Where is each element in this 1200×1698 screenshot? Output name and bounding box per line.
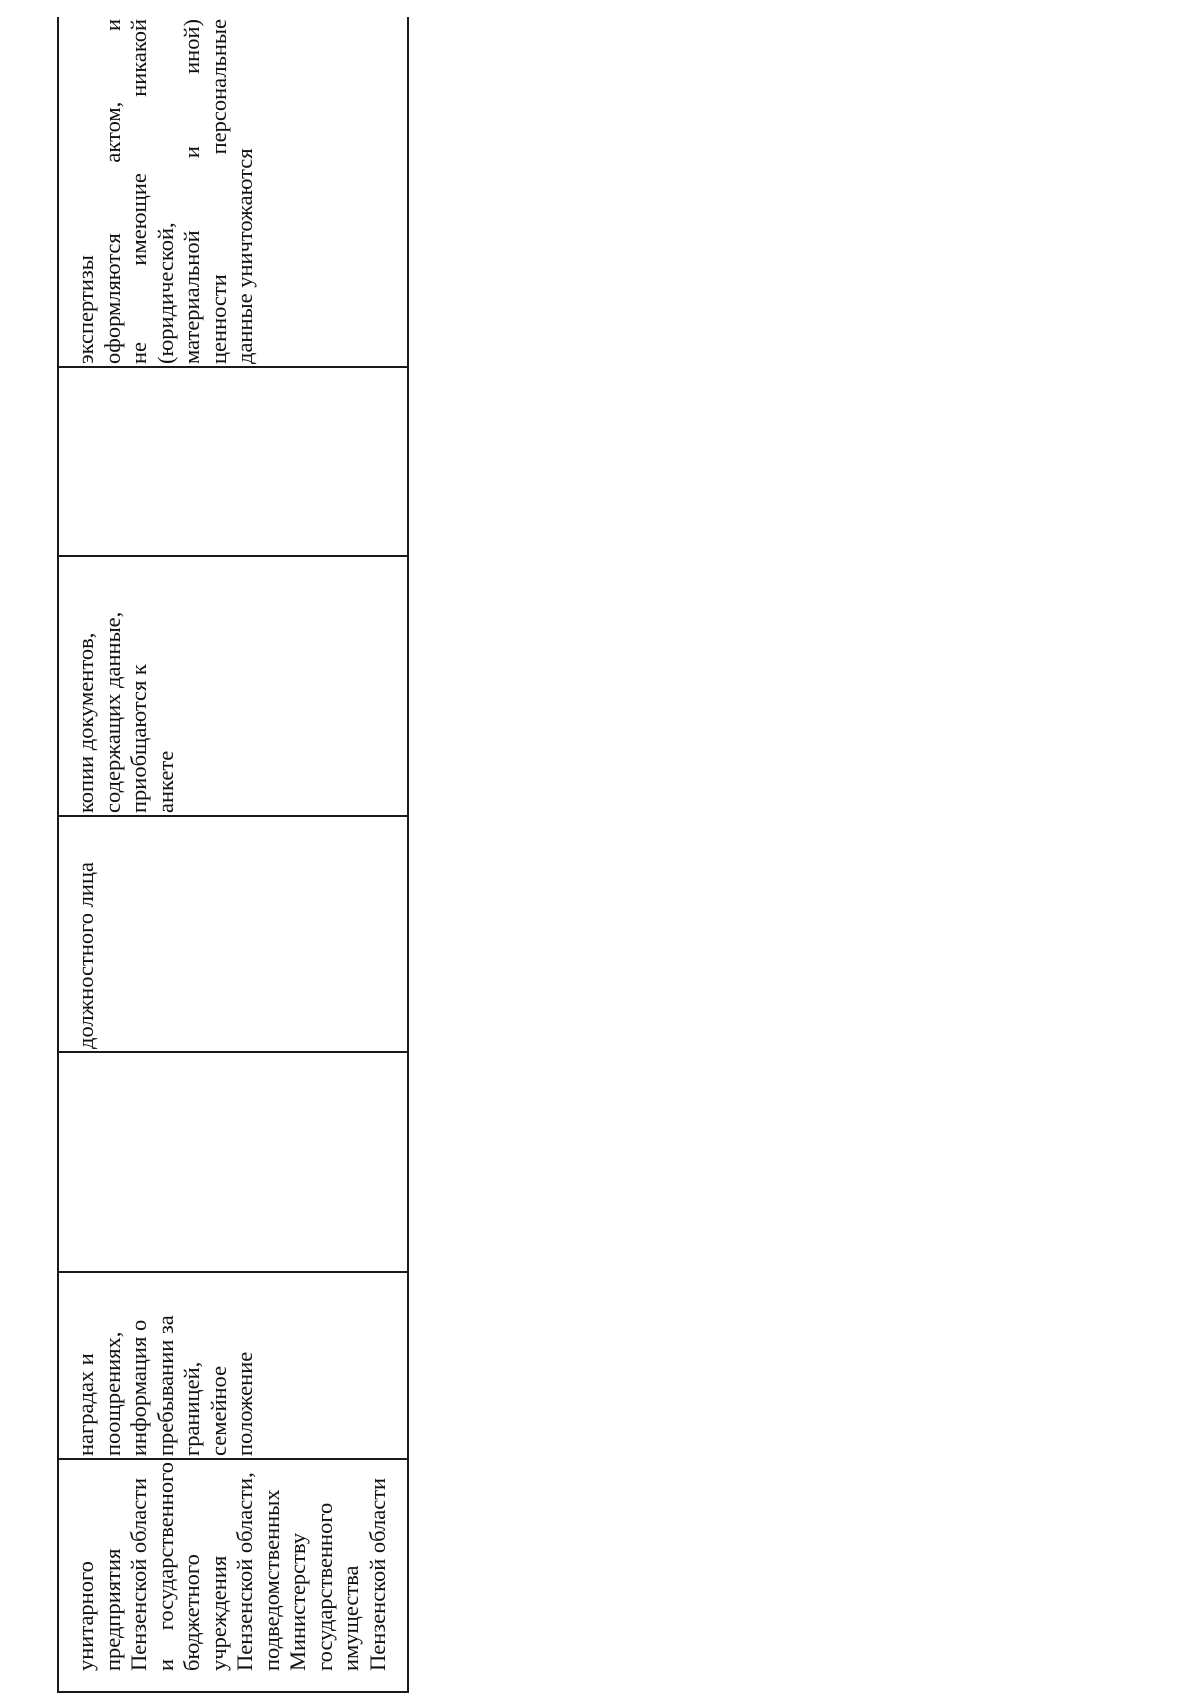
- table-divider: [57, 555, 409, 557]
- table-cell-organization: [57, 1460, 409, 1673]
- cell-line: поощрениях,: [99, 1331, 125, 1456]
- cell-line: должностного лица: [73, 862, 98, 1049]
- cell-line: содержащих данные,: [99, 611, 125, 813]
- cell-line: имущества: [338, 1565, 363, 1671]
- table-cell-document-copies: [57, 557, 409, 815]
- table-cell-official: [57, 817, 409, 1051]
- cell-line: оформляются актом, и: [99, 19, 125, 364]
- table-divider: [57, 1051, 409, 1053]
- table-border-right: [57, 17, 59, 1693]
- cell-line: анкете: [152, 750, 178, 813]
- table-cell-empty-1: [57, 1053, 409, 1271]
- cell-line: подведомственных: [258, 1489, 284, 1671]
- cell-line: Пензенской области,: [232, 1472, 257, 1671]
- cell-line: учреждения: [205, 1555, 231, 1671]
- cell-line: копии документов,: [73, 632, 98, 813]
- cell-line: пребывании за: [152, 1315, 178, 1456]
- cell-line: и государственного: [152, 1462, 178, 1671]
- table-divider: [57, 366, 409, 368]
- cell-line: границей,: [179, 1361, 204, 1456]
- cell-line: не имеющие никакой: [126, 19, 151, 364]
- cell-line: семейное: [205, 1365, 231, 1456]
- cell-line: данные уничтожаются: [232, 148, 257, 364]
- cell-line: ценности персональные: [205, 19, 231, 364]
- cell-line: наградах и: [73, 1353, 98, 1456]
- table-divider: [57, 1458, 409, 1460]
- cell-line: Пензенской области: [364, 1477, 390, 1671]
- cell-line: государственного: [311, 1502, 337, 1671]
- table-border-left: [407, 17, 409, 1693]
- table-cell-expertise: [57, 17, 409, 366]
- cell-line: приобщаются к: [126, 664, 151, 813]
- cell-text: [73, 19, 259, 364]
- cell-line: унитарного: [73, 1561, 98, 1671]
- cell-line: положение: [232, 1351, 257, 1456]
- cell-line: предприятия: [99, 1548, 125, 1671]
- cell-line: бюджетного: [179, 1554, 204, 1671]
- cell-line: Пензенской области: [126, 1477, 151, 1671]
- cell-line: экспертизы: [73, 255, 98, 364]
- table-divider: [57, 1271, 409, 1273]
- table-cell-data-categories: [57, 1273, 409, 1458]
- rotated-table: [57, 17, 409, 1693]
- cell-line: (юридической,: [152, 222, 178, 364]
- cell-text: [73, 1462, 391, 1671]
- table-cell-empty-2: [57, 368, 409, 555]
- cell-line: информация о: [126, 1319, 151, 1456]
- cell-line: Министерству: [285, 1532, 310, 1671]
- cell-text: [73, 819, 100, 1049]
- cell-text: [73, 1275, 259, 1456]
- table-divider: [57, 1691, 409, 1693]
- table-divider: [57, 815, 409, 817]
- cell-text: [73, 559, 179, 813]
- cell-line: материальной и иной): [179, 19, 204, 364]
